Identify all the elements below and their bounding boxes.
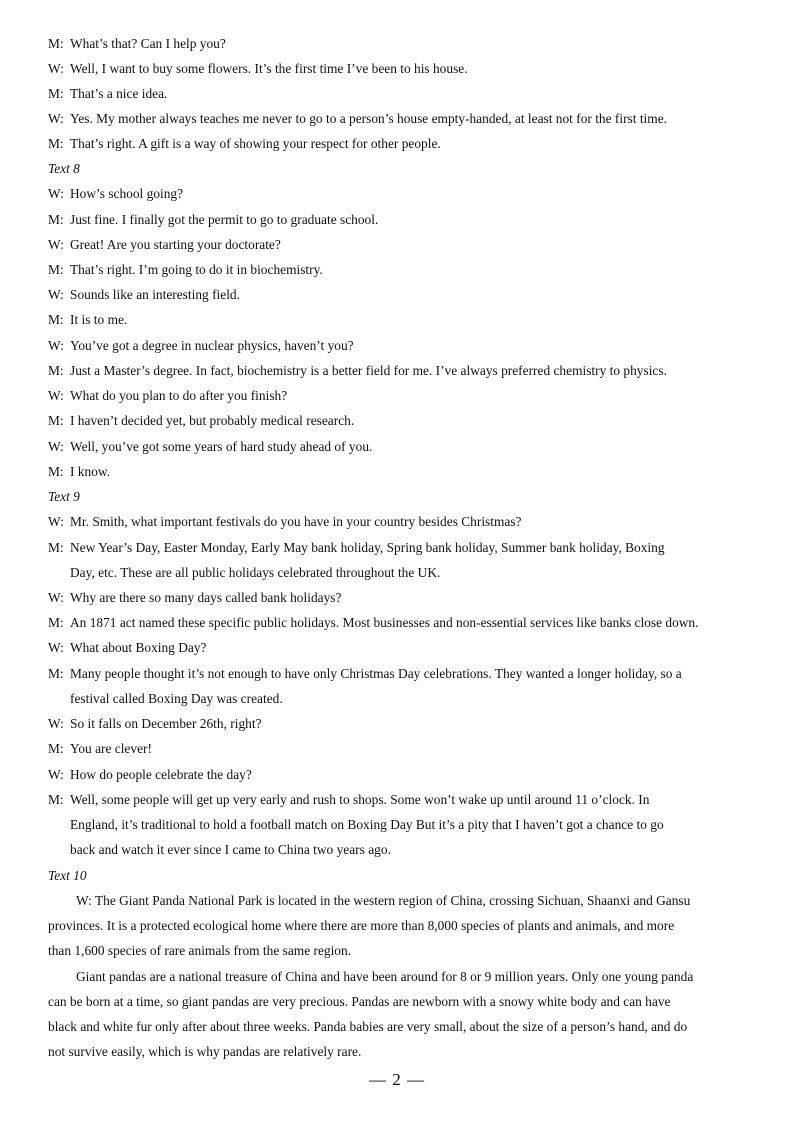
section-heading: Text 10	[48, 868, 87, 883]
dialogue-line	[48, 237, 748, 253]
speaker-label: W:	[48, 514, 64, 529]
line-text: What about Boxing Day?	[70, 640, 207, 655]
paragraph-line: than 1,600 species of rare animals from the same region.	[48, 943, 352, 958]
line-text: Many people thought it’s not enough to have only Christmas Day celebrations. They wanted a longer holiday, so a	[70, 666, 682, 681]
dialogue-line	[48, 464, 748, 480]
dialogue-line	[48, 413, 748, 429]
dialogue-line	[48, 36, 748, 52]
speaker-label: M:	[48, 86, 64, 101]
paragraph-line: can be born at a time, so giant pandas are very precious. Pandas are newborn with a snowy white body and can have	[48, 994, 671, 1009]
speaker-label: W:	[48, 590, 64, 605]
dialogue-line	[48, 540, 748, 556]
speaker-label: W:	[48, 237, 64, 252]
line-text: That’s right. A gift is a way of showing your respect for other people.	[70, 136, 441, 151]
dialogue-line	[48, 61, 748, 77]
speaker-label: M:	[48, 363, 64, 378]
dialogue-line	[48, 590, 748, 606]
dialogue-line	[48, 615, 748, 631]
speaker-label: M:	[48, 312, 64, 327]
line-text: Mr. Smith, what important festivals do you have in your country besides Christmas?	[70, 514, 522, 529]
line-text: How do people celebrate the day?	[70, 767, 252, 782]
speaker-label: M:	[48, 262, 64, 277]
speaker-label: W:	[48, 716, 64, 731]
dialogue-line	[48, 792, 748, 808]
line-text: Great! Are you starting your doctorate?	[70, 237, 281, 252]
section-heading: Text 8	[48, 161, 80, 176]
line-text: So it falls on December 26th, right?	[70, 716, 262, 731]
speaker-label: M:	[48, 464, 64, 479]
dialogue-continuation: Day, etc. These are all public holidays celebrated throughout the UK.	[70, 565, 441, 580]
line-text: Sounds like an interesting field.	[70, 287, 240, 302]
dialogue-line	[48, 262, 748, 278]
speaker-label: W:	[48, 61, 64, 76]
paragraph-line: not survive easily, which is why pandas are relatively rare.	[48, 1044, 362, 1059]
paragraph-line: black and white fur only after about three weeks. Panda babies are very small, about the size of a person’s hand, and do	[48, 1019, 688, 1034]
line-text: Well, I want to buy some flowers. It’s the first time I’ve been to his house.	[70, 61, 468, 76]
line-text: You’ve got a degree in nuclear physics, haven’t you?	[70, 338, 354, 353]
dialogue-line	[48, 312, 748, 328]
line-text: Well, you’ve got some years of hard study ahead of you.	[70, 439, 373, 454]
speaker-label: W:	[48, 338, 64, 353]
speaker-label: W:	[48, 439, 64, 454]
dialogue-line	[48, 439, 748, 455]
dialogue-line	[48, 741, 748, 757]
dialogue-continuation: back and watch it ever since I came to China two years ago.	[70, 842, 391, 857]
speaker-label: M:	[48, 792, 64, 807]
dialogue-line	[48, 86, 748, 102]
line-text: New Year’s Day, Easter Monday, Early May bank holiday, Spring bank holiday, Summer bank holiday, Boxing	[70, 540, 665, 555]
dialogue-line	[48, 716, 748, 732]
line-text: Just fine. I finally got the permit to go to graduate school.	[70, 212, 379, 227]
line-text: What do you plan to do after you finish?	[70, 388, 288, 403]
page-number: — 2 —	[369, 1070, 425, 1089]
line-text: Yes. My mother always teaches me never to go to a person’s house empty-handed, at least not for the first time.	[70, 111, 667, 126]
speaker-label: M:	[48, 413, 64, 428]
line-text: It is to me.	[70, 312, 128, 327]
dialogue-line	[48, 640, 748, 656]
dialogue-line	[48, 363, 748, 379]
line-text: I haven’t decided yet, but probably medical research.	[70, 413, 355, 428]
speaker-label: M:	[48, 615, 64, 630]
speaker-label: M:	[48, 666, 64, 681]
speaker-label: M:	[48, 36, 64, 51]
line-text: Why are there so many days called bank holidays?	[70, 590, 342, 605]
speaker-label: M:	[48, 741, 64, 756]
line-text: You are clever!	[70, 741, 152, 756]
section-heading: Text 9	[48, 489, 80, 504]
dialogue-line	[48, 136, 748, 152]
speaker-label: W:	[48, 640, 64, 655]
line-text: Well, some people will get up very early and rush to shops. Some won’t wake up until around 11 o’clock. In	[70, 792, 650, 807]
speaker-label: M:	[48, 540, 64, 555]
dialogue-line	[48, 338, 748, 354]
dialogue-line	[48, 514, 748, 530]
line-text: That’s right. I’m going to do it in biochemistry.	[70, 262, 323, 277]
speaker-label: W:	[48, 186, 64, 201]
line-text: Just a Master’s degree. In fact, biochemistry is a better field for me. I’ve always preferred chemistry to physics.	[70, 363, 667, 378]
dialogue-line	[48, 287, 748, 303]
paragraph-line: W: The Giant Panda National Park is located in the western region of China, crossing Sichuan, Shaanxi and Gansu	[76, 893, 691, 908]
line-text: An 1871 act named these specific public holidays. Most businesses and non-essential services like banks close down.	[70, 615, 699, 630]
line-text: I know.	[70, 464, 111, 479]
speaker-label: M:	[48, 212, 64, 227]
speaker-label: W:	[48, 767, 64, 782]
dialogue-continuation: England, it’s traditional to hold a football match on Boxing Day But it’s a pity that I haven’t got a chance to go	[70, 817, 664, 832]
line-text: That’s a nice idea.	[70, 86, 168, 101]
dialogue-line	[48, 186, 748, 202]
line-text: What’s that? Can I help you?	[70, 36, 226, 51]
dialogue-continuation: festival called Boxing Day was created.	[70, 691, 283, 706]
speaker-label: M:	[48, 136, 64, 151]
speaker-label: W:	[48, 388, 64, 403]
speaker-label: W:	[48, 287, 64, 302]
dialogue-line	[48, 388, 748, 404]
dialogue-line	[48, 212, 748, 228]
line-text: How’s school going?	[70, 186, 184, 201]
speaker-label: W:	[48, 111, 64, 126]
dialogue-line	[48, 767, 748, 783]
dialogue-line	[48, 666, 748, 682]
dialogue-line	[48, 111, 748, 127]
paragraph-line: Giant pandas are a national treasure of China and have been around for 8 or 9 million years. Only one young panda	[76, 969, 694, 984]
paragraph-line: provinces. It is a protected ecological home where there are more than 8,000 species of plants and animals, and more	[48, 918, 675, 933]
